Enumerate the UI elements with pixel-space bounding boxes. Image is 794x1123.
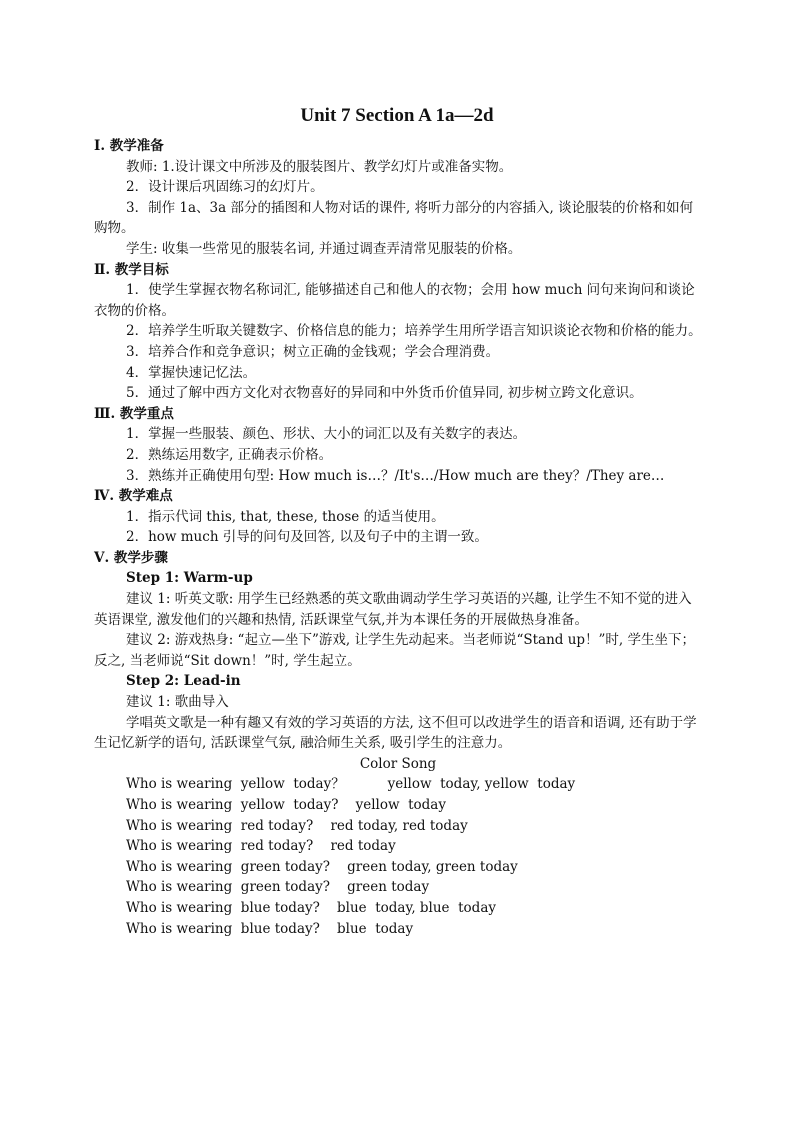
prep-line-3: 3．制作 1a、3a 部分的插图和人物对话的课件, 将听力部分的内容插入, 谈论服装的价格和如何购物。 — [94, 199, 694, 237]
song-line-1: Who is wearing yellow today？ yellow today, yellow today — [126, 776, 576, 793]
prep-line-1: 教师: 1.设计课文中所涉及的服装图片、教学幻灯片或准备实物。 — [126, 158, 513, 175]
song-line-6: Who is wearing green today? green today — [126, 879, 430, 896]
difficulties-line-2: 2．how much 引导的问句及回答, 以及句子中的主谓一致。 — [126, 529, 488, 546]
difficulties-line-1: 1．指示代词 this, that, these, those 的适当使用。 — [126, 508, 445, 525]
song-line-4: Who is wearing red today? red today — [126, 838, 396, 855]
song-line-2: Who is wearing yellow today? yellow today — [126, 797, 446, 813]
goals-line-5: 5．通过了解中西方文化对衣物喜好的异同和中外货币价值异同, 初步树立跨文化意识。 — [126, 385, 643, 402]
song-line-7: Who is wearing blue today? blue today, blue today — [126, 899, 496, 916]
song-line-5: Who is wearing green today? green today, green today — [126, 858, 518, 875]
step2-line-1: 建议 1: 歌曲导入 — [126, 694, 229, 711]
prep-line-2: 2．设计课后巩固练习的幻灯片。 — [126, 179, 324, 196]
step2-label: Step 2: Lead-in — [126, 673, 241, 690]
keys-line-3: 3．熟练并正确使用句型: How much is…？/It's…/How much are they？/They are… — [126, 467, 665, 484]
prep-line-4: 学生: 收集一些常见的服装名词, 并通过调查弄清常见服装的价格。 — [126, 240, 522, 257]
goals-line-3: 3．培养合作和竞争意识；树立正确的金钱观；学会合理消费。 — [126, 343, 500, 360]
goals-line-1: 1．使学生掌握衣物名称词汇, 能够描述自己和他人的衣物；会用 how much 问句来询问和谈论衣物的价格。 — [94, 282, 695, 319]
song-title: Color Song — [359, 755, 437, 772]
keys-line-1: 1．掌握一些服装、颜色、形状、大小的词汇以及有关数字的表达。 — [126, 426, 527, 443]
step1-label: Step 1: Warm-up — [126, 570, 253, 587]
section-heading-steps: Ⅴ. 教学步骤 — [94, 549, 168, 566]
section-heading-goals: Ⅱ. 教学目标 — [94, 261, 169, 278]
keys-line-2: 2．熟练运用数字, 正确表示价格。 — [126, 446, 333, 463]
song-line-3: Who is wearing red today? red today, red today — [126, 817, 468, 834]
document-title: Unit 7 Section A 1a—2d — [300, 105, 494, 126]
section-heading-difficulties: Ⅳ. 教学难点 — [94, 488, 173, 505]
section-heading-prep: Ⅰ. 教学准备 — [94, 138, 164, 154]
goals-line-4: 4．掌握快速记忆法。 — [126, 364, 257, 381]
step1-line-2: 建议 2: 游戏热身: “起立—坐下”游戏, 让学生先动起来。当老师说“Stand up！”时, 学生坐下；反之, 当老师说“Sit down！”时, 学生起立。 — [94, 632, 696, 669]
document-body — [94, 136, 702, 939]
step2-line-2: 学唱英文歌是一种有趣又有效的学习英语的方法, 这不但可以改进学生的语音和语调, 还有助于学生记忆新学的语句, 活跃课堂气氛, 融洽师生关系, 吸引学生的注意力。 — [94, 714, 697, 752]
song-line-8: Who is wearing blue today? blue today — [126, 920, 414, 937]
goals-line-2: 2．培养学生听取关键数字、价格信息的能力；培养学生用所学语言知识谈论衣物和价格的能力。 — [126, 323, 702, 340]
section-heading-keys: Ⅲ. 教学重点 — [94, 405, 174, 422]
step1-line-1: 建议 1: 听英文歌: 用学生已经熟悉的英文歌曲调动学生学习英语的兴趣, 让学生不知不觉的进入英语课堂, 激发他们的兴趣和热情, 活跃课堂气氛,并为本课任务的开展做热身准备。 — [94, 591, 692, 628]
